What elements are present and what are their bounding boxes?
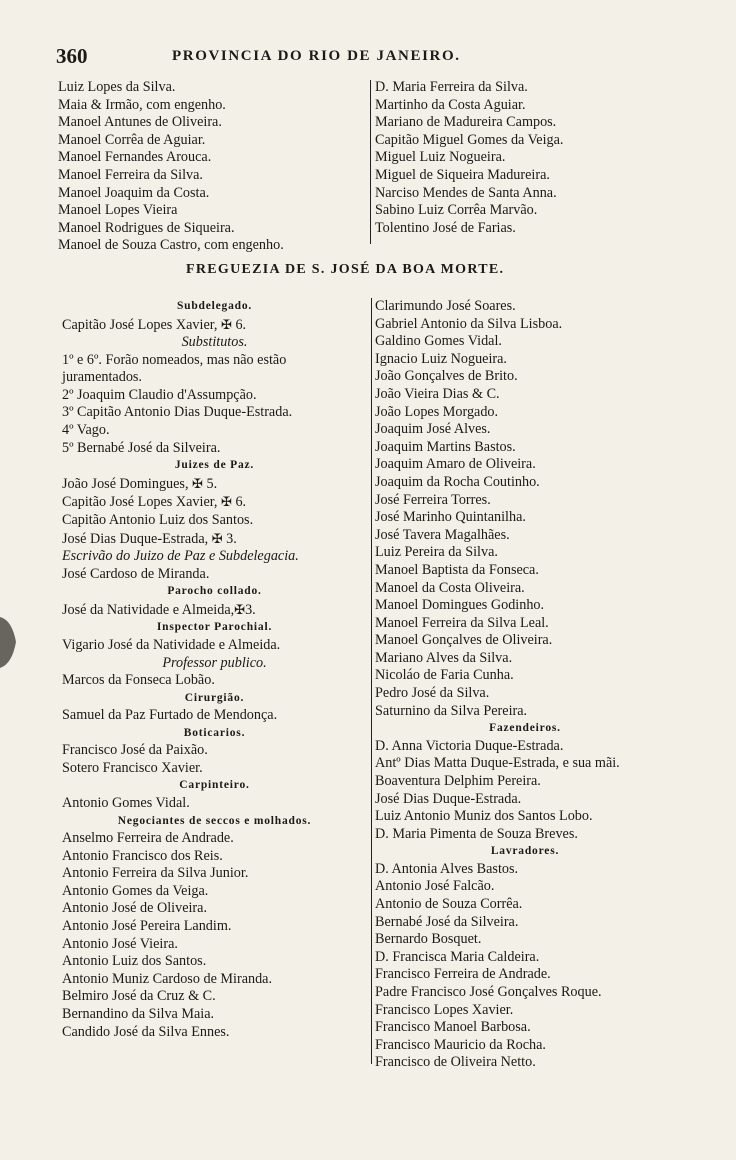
- list-item: Tolentino José de Farias.: [375, 219, 516, 236]
- main-right-column: [375, 298, 675, 1072]
- list-item: Antº Dias Matta Duque-Estrada, e sua mãi.: [375, 755, 620, 772]
- list-item: [62, 493, 367, 512]
- list-item: Manoel Joaquim da Costa.: [58, 184, 210, 201]
- list-item: Galdino Gomes Vidal.: [375, 333, 502, 350]
- list-item: Francisco Ferreira de Andrade.: [375, 966, 551, 983]
- list-item: D. Maria Pimenta de Souza Breves.: [375, 825, 578, 842]
- cirurgiao-heading: Cirurgião.: [184, 691, 245, 704]
- binding-mark: [0, 612, 18, 672]
- parocho-heading: Parocho collado.: [167, 585, 262, 598]
- list-item: Francisco Lopes Xavier.: [375, 1001, 514, 1018]
- list-item: Antonio José Falcão.: [375, 878, 495, 895]
- list-item: [62, 530, 367, 549]
- list-item: Sotero Francisco Xavier.: [62, 759, 203, 776]
- list-item: Maia & Irmão, com engenho.: [58, 96, 226, 113]
- list-item: Antonio Francisco dos Reis.: [62, 847, 223, 864]
- list-item: Vigario José da Natividade e Almeida.: [62, 636, 281, 653]
- list-item: Luiz Antonio Muniz dos Santos Lobo.: [375, 808, 593, 825]
- list-item: José Tavera Magalhães.: [375, 526, 510, 543]
- subdelegado-name: Capitão José Lopes Xavier,: [62, 316, 218, 333]
- list-item: Manoel Ferreira da Silva Leal.: [375, 614, 549, 631]
- list-item: Mariano Alves da Silva.: [375, 649, 513, 666]
- cross-icon: ✠: [192, 475, 203, 491]
- list-item: Antonio José de Oliveira.: [62, 900, 207, 917]
- list-item: Manoel Baptista da Fonseca.: [375, 561, 539, 578]
- list-item: Clarimundo José Soares.: [375, 298, 516, 314]
- juiz-number: 6.: [235, 494, 247, 511]
- list-item: Manoel Antunes de Oliveira.: [58, 114, 222, 131]
- list-item: Antonio de Souza Corrêa.: [375, 896, 523, 912]
- top-right-column: [375, 79, 675, 237]
- list-item: Antonio Luiz dos Santos.: [62, 953, 207, 970]
- list-item: Manoel Fernandes Arouca.: [58, 149, 212, 166]
- list-item: Antonio Gomes Vidal.: [62, 794, 190, 811]
- list-item: Gabriel Antonio da Silva Lisboa.: [375, 315, 563, 332]
- professor-heading: Professor publico.: [162, 654, 267, 671]
- subdelegado-entry: [62, 316, 367, 335]
- negociantes-heading: Negociantes de seccos e molhados.: [117, 814, 312, 827]
- list-item: [62, 601, 367, 620]
- list-item: Ignacio Luiz Nogueira.: [375, 350, 507, 367]
- juiz-number: 5.: [206, 475, 218, 492]
- list-item: Bernandino da Silva Maia.: [62, 1006, 215, 1022]
- juiz-name: José Dias Duque-Estrada,: [62, 530, 209, 547]
- juizes-heading: Juizes de Paz.: [174, 459, 255, 472]
- fazendeiros-heading: Fazendeiros.: [489, 722, 561, 735]
- list-item: Samuel da Paz Furtado de Mendonça.: [62, 707, 278, 724]
- list-item: D. Anna Victoria Duque-Estrada.: [375, 737, 564, 754]
- juiz-number: 3.: [226, 530, 237, 547]
- list-item: Francisco Mauricio da Rocha.: [375, 1036, 546, 1053]
- list-item: José Ferreira Torres.: [375, 491, 491, 508]
- list-item: Manoel Gonçalves de Oliveira.: [375, 632, 553, 649]
- list-item: Capitão Miguel Gomes da Veiga.: [375, 131, 564, 148]
- column-divider: [370, 80, 371, 244]
- parocho-name: José da Natividade e Almeida,: [62, 601, 235, 618]
- list-item: Pedro José da Silva.: [375, 685, 490, 702]
- list-item: Capitão Antonio Luiz dos Santos.: [62, 511, 254, 528]
- list-item: Manoel Rodrigues de Siqueira.: [58, 219, 235, 236]
- list-item: Manoel Ferreira da Silva.: [58, 166, 203, 183]
- list-item: Saturnino da Silva Pereira.: [375, 702, 528, 719]
- list-item: Nicoláo de Faria Cunha.: [375, 667, 514, 684]
- list-item: José Cardoso de Miranda.: [62, 565, 210, 582]
- list-item: D. Francisca Maria Caldeira.: [375, 948, 540, 965]
- parocho-number: 3.: [245, 601, 256, 618]
- subdelegado-heading: Subdelegado.: [176, 300, 253, 312]
- list-item: Manoel Lopes Vieira: [58, 202, 178, 219]
- list-item: 3º Capitão Antonio Dias Duque-Estrada.: [62, 404, 293, 421]
- list-item: Manoel da Costa Oliveira.: [375, 579, 525, 596]
- list-item: Joaquim da Rocha Coutinho.: [375, 473, 540, 490]
- list-item: Martinho da Costa Aguiar.: [375, 96, 526, 113]
- list-item: Boaventura Delphim Pereira.: [375, 772, 541, 789]
- list-item: Candido José da Silva Ennes.: [62, 1023, 230, 1040]
- list-item: José Dias Duque-Estrada.: [375, 790, 522, 807]
- juiz-name: João José Domingues,: [62, 475, 189, 492]
- list-item: D. Maria Ferreira da Silva.: [375, 79, 528, 95]
- page-number: 360: [56, 44, 88, 68]
- list-item: Anselmo Ferreira de Andrade.: [62, 830, 234, 847]
- cross-icon: ✠: [211, 530, 223, 546]
- list-item: Sabino Luiz Corrêa Marvão.: [375, 202, 538, 219]
- section-title: FREGUEZIA DE S. JOSÉ DA BOA MORTE.: [186, 262, 505, 277]
- column-divider: [371, 298, 372, 1064]
- list-item: Joaquim Amaro de Oliveira.: [375, 456, 536, 473]
- list-item: 2º Joaquim Claudio d'Assumpção.: [62, 386, 257, 403]
- list-item: Manoel Domingues Godinho.: [375, 597, 545, 614]
- list-item: Padre Francisco José Gonçalves Roque.: [375, 983, 602, 1000]
- list-item: Francisco Manoel Barbosa.: [375, 1019, 531, 1036]
- list-item: José Marinho Quintanilha.: [375, 509, 526, 526]
- list-item: Antonio José Pereira Landim.: [62, 918, 232, 935]
- list-item: Antonio Muniz Cardoso de Miranda.: [62, 970, 273, 987]
- carpinteiro-heading: Carpinteiro.: [179, 779, 250, 792]
- list-item: 1º e 6º. Forão nomeados, mas não estão juramentados.: [62, 351, 287, 386]
- cross-icon: ✠: [234, 601, 246, 617]
- list-item: [62, 475, 367, 494]
- substitutos-heading: Substitutos.: [181, 334, 248, 351]
- escrivao-title: Escrivão do Juizo de Paz e Subdelegacia.: [62, 548, 299, 565]
- subdelegado-number: 6.: [235, 316, 247, 333]
- list-item: Antonio Gomes da Veiga.: [62, 882, 209, 899]
- list-item: Manoel de Souza Castro, com engenho.: [58, 237, 284, 254]
- juiz-name: Capitão José Lopes Xavier,: [62, 494, 218, 511]
- running-title: PROVINCIA DO RIO DE JANEIRO.: [172, 48, 461, 64]
- list-item: Miguel Luiz Nogueira.: [375, 149, 506, 166]
- list-item: Bernabé José da Silveira.: [375, 913, 519, 930]
- list-item: Antonio Ferreira da Silva Junior.: [62, 865, 249, 882]
- list-item: Joaquim Martins Bastos.: [375, 438, 516, 455]
- list-item: Francisco de Oliveira Netto.: [375, 1054, 536, 1071]
- list-item: 5º Bernabé José da Silveira.: [62, 439, 221, 456]
- list-item: Luiz Lopes da Silva.: [58, 79, 176, 95]
- list-item: Joaquim José Alves.: [375, 421, 491, 438]
- cross-icon: ✠: [221, 316, 232, 332]
- boticarios-heading: Boticarios.: [183, 726, 246, 739]
- list-item: Francisco José da Paixão.: [62, 742, 208, 759]
- list-item: João Vieira Dias & C.: [375, 385, 500, 402]
- list-item: Luiz Pereira da Silva.: [375, 544, 498, 561]
- list-item: Belmiro José da Cruz & C.: [62, 988, 216, 1005]
- list-item: João Gonçalves de Brito.: [375, 368, 518, 385]
- cross-icon: ✠: [221, 494, 232, 510]
- inspector-heading: Inspector Parochial.: [156, 621, 273, 634]
- list-item: Bernardo Bosquet.: [375, 931, 482, 948]
- list-item: D. Antonia Alves Bastos.: [375, 860, 519, 877]
- lavradores-heading: Lavradores.: [490, 845, 560, 858]
- list-item: João Lopes Morgado.: [375, 403, 499, 420]
- list-item: Antonio José Vieira.: [62, 935, 178, 952]
- list-item: Narciso Mendes de Santa Anna.: [375, 184, 557, 201]
- list-item: Marcos da Fonseca Lobão.: [62, 672, 215, 689]
- list-item: 4º Vago.: [62, 422, 110, 439]
- list-item: Miguel de Siqueira Madureira.: [375, 166, 550, 183]
- main-left-column: [62, 298, 367, 1041]
- list-item: Manoel Corrêa de Aguiar.: [58, 131, 206, 148]
- top-left-column: [58, 79, 368, 255]
- list-item: Mariano de Madureira Campos.: [375, 114, 557, 131]
